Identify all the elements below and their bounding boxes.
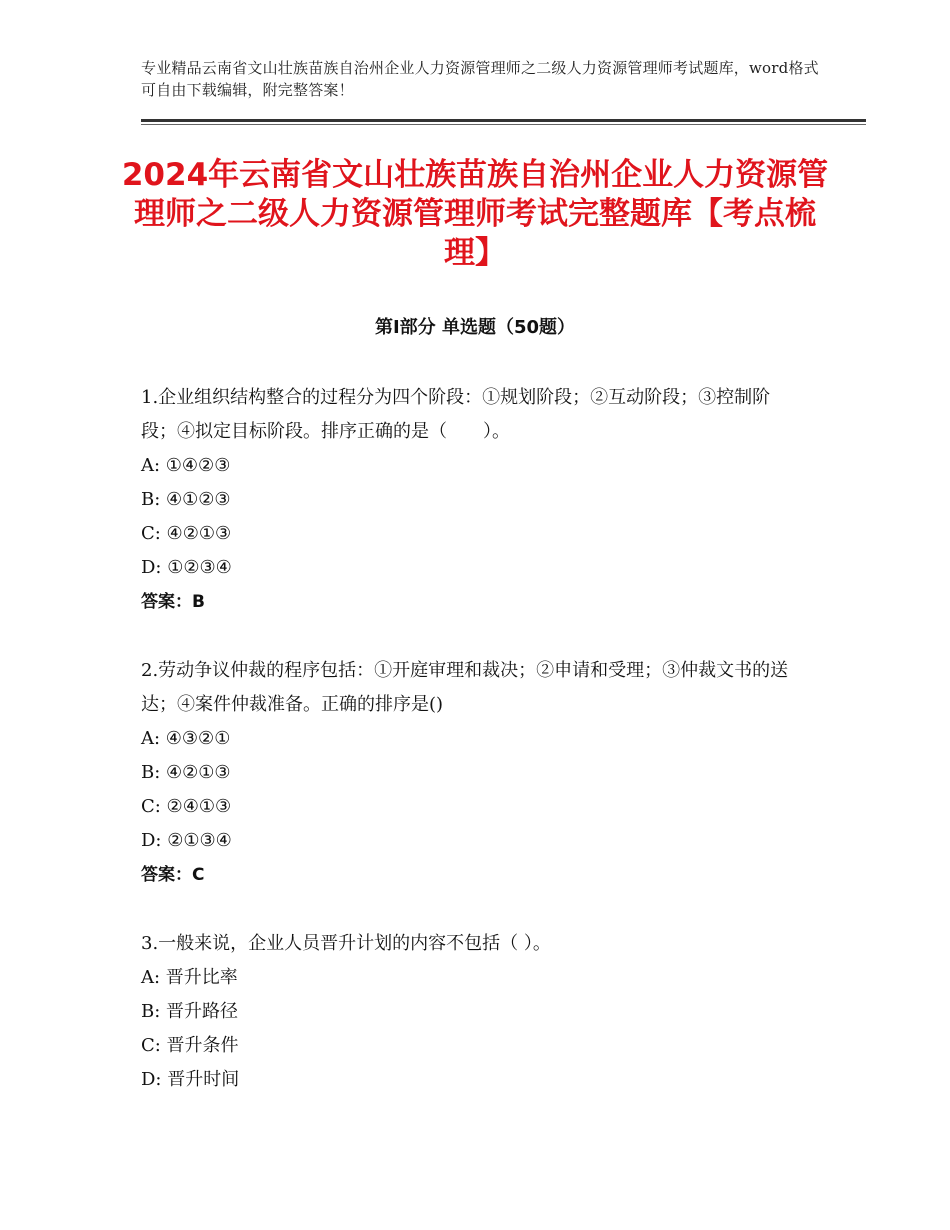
answer-line: 答案：B [141, 592, 205, 612]
option-d: D: ①②③④ [141, 557, 232, 578]
option-c: C: 晋升条件 [141, 1035, 239, 1056]
option-b: B: 晋升路径 [141, 1001, 239, 1022]
option-a: A: ④③②① [141, 728, 231, 749]
question-stem: 3.一般来说，企业人员晋升计划的内容不包括（ ）。 [141, 933, 551, 954]
option-c: C: ④②①③ [141, 523, 232, 544]
question-2 [141, 654, 801, 892]
question-stem: 2.劳动争议仲裁的程序包括：①开庭审理和裁决；②申请和受理；③仲裁文书的送达；④案件仲裁准备。正确的排序是() [141, 660, 789, 715]
question-list [141, 381, 801, 1097]
document-title: 2024年云南省文山壮族苗族自治州企业人力资源管理师之二级人力资源管理师考试完整题库【考点梳理】 [121, 157, 829, 271]
option-d: D: ②①③④ [141, 830, 232, 851]
header-divider [141, 119, 866, 125]
section-heading: 第Ⅰ部分 单选题（50题） [374, 317, 575, 338]
question-stem: 1.企业组织结构整合的过程分为四个阶段：①规划阶段；②互动阶段；③控制阶段；④拟定目标阶段。排序正确的是（ ）。 [141, 387, 771, 442]
option-b: B: ④②①③ [141, 762, 231, 783]
question-3 [141, 927, 801, 1097]
option-b: B: ④①②③ [141, 489, 231, 510]
question-1 [141, 381, 801, 619]
question-spacer [141, 619, 801, 654]
answer-line: 答案：C [141, 865, 205, 885]
option-a: A: 晋升比率 [141, 967, 238, 988]
header-note: 专业精品云南省文山壮族苗族自治州企业人力资源管理师之二级人力资源管理师考试题库，word格式可自由下载编辑，附完整答案！ [141, 59, 819, 99]
question-spacer [141, 892, 801, 927]
header-divider-thin [141, 124, 866, 125]
header-divider-thick [141, 119, 866, 122]
option-d: D: 晋升时间 [141, 1069, 240, 1090]
option-c: C: ②④①③ [141, 796, 232, 817]
option-a: A: ①④②③ [141, 455, 231, 476]
